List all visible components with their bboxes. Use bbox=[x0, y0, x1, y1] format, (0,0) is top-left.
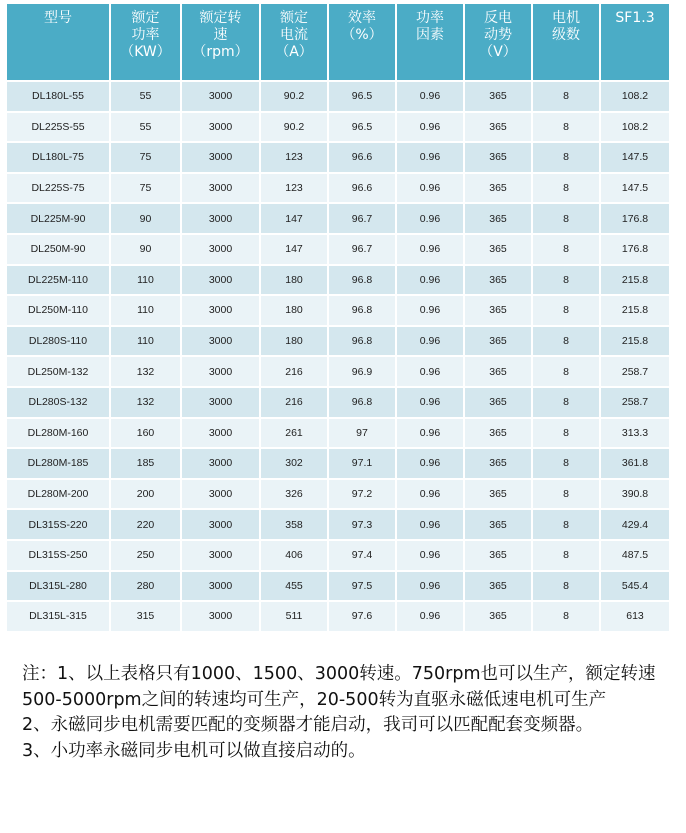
table-cell: 365 bbox=[465, 174, 531, 203]
model-cell: DL225S-75 bbox=[7, 174, 109, 203]
table-cell: 3000 bbox=[182, 327, 259, 356]
table-cell: 180 bbox=[261, 327, 327, 356]
table-cell: 96.8 bbox=[329, 327, 395, 356]
table-cell: 0.96 bbox=[397, 82, 463, 111]
header-line: 动势 bbox=[484, 27, 512, 43]
table-cell: 390.8 bbox=[601, 480, 669, 509]
table-cell: 123 bbox=[261, 174, 327, 203]
header-line: 额定 bbox=[131, 10, 160, 26]
table-cell: 3000 bbox=[182, 388, 259, 417]
table-cell: 487.5 bbox=[601, 541, 669, 570]
table-row bbox=[7, 480, 669, 509]
table-row bbox=[7, 449, 669, 478]
table-cell: 55 bbox=[111, 113, 180, 142]
table-cell: 110 bbox=[111, 327, 180, 356]
table-cell: 0.96 bbox=[397, 266, 463, 295]
model-cell: DL225S-55 bbox=[7, 113, 109, 142]
header-line: 级数 bbox=[552, 27, 580, 43]
table-cell: 0.96 bbox=[397, 572, 463, 601]
table-cell: 315 bbox=[111, 602, 180, 631]
table-cell: 75 bbox=[111, 143, 180, 172]
table-cell: 365 bbox=[465, 541, 531, 570]
table-cell: 3000 bbox=[182, 204, 259, 233]
table-cell: 8 bbox=[533, 174, 599, 203]
header-power-factor bbox=[397, 4, 463, 80]
table-cell: 147.5 bbox=[601, 174, 669, 203]
table-cell: 0.96 bbox=[397, 449, 463, 478]
notes-section bbox=[22, 662, 672, 764]
table-cell: 3000 bbox=[182, 541, 259, 570]
table-cell: 96.8 bbox=[329, 296, 395, 325]
table-cell: 8 bbox=[533, 82, 599, 111]
header-line: 型号 bbox=[44, 10, 72, 26]
table-cell: 3000 bbox=[182, 449, 259, 478]
table-cell: 0.96 bbox=[397, 327, 463, 356]
model-cell: DL280S-110 bbox=[7, 327, 109, 356]
table-cell: 613 bbox=[601, 602, 669, 631]
table-cell: 258.7 bbox=[601, 357, 669, 386]
table-cell: 55 bbox=[111, 82, 180, 111]
table-cell: 216 bbox=[261, 388, 327, 417]
note-2: 2、永磁同步电机需要匹配的变频器才能启动，我司可以匹配配套变频器。 bbox=[22, 715, 594, 735]
table-cell: 97.6 bbox=[329, 602, 395, 631]
table-cell: 185 bbox=[111, 449, 180, 478]
table-cell: 365 bbox=[465, 510, 531, 539]
table-row bbox=[7, 357, 669, 386]
header-line: （A） bbox=[275, 44, 313, 60]
table-row bbox=[7, 296, 669, 325]
header-model bbox=[7, 4, 109, 80]
table-row bbox=[7, 113, 669, 142]
table-cell: 0.96 bbox=[397, 357, 463, 386]
table-cell: 0.96 bbox=[397, 235, 463, 264]
table-cell: 108.2 bbox=[601, 82, 669, 111]
table-cell: 96.7 bbox=[329, 204, 395, 233]
table-cell: 365 bbox=[465, 296, 531, 325]
table-row bbox=[7, 143, 669, 172]
header-line: （V） bbox=[479, 44, 517, 60]
header-line: 电机 bbox=[552, 10, 580, 26]
table-cell: 3000 bbox=[182, 572, 259, 601]
note-1: 注：1、以上表格只有1000、1500、3000转速。750rpm也可以生产，额定转速500-5000rpm之间的转速均可生产，20-500转为直驱永磁低速电机可生产 bbox=[22, 664, 656, 710]
header-line: 电流 bbox=[280, 27, 308, 43]
table-cell: 8 bbox=[533, 296, 599, 325]
table-cell: 365 bbox=[465, 388, 531, 417]
table-cell: 326 bbox=[261, 480, 327, 509]
model-cell: DL280M-185 bbox=[7, 449, 109, 478]
table-cell: 0.96 bbox=[397, 541, 463, 570]
table-cell: 8 bbox=[533, 143, 599, 172]
table-cell: 147 bbox=[261, 235, 327, 264]
table-cell: 216 bbox=[261, 357, 327, 386]
table-row bbox=[7, 327, 669, 356]
table-cell: 96.9 bbox=[329, 357, 395, 386]
model-cell: DL315L-280 bbox=[7, 572, 109, 601]
table-cell: 97 bbox=[329, 419, 395, 448]
header-line: （%） bbox=[341, 27, 383, 43]
model-cell: DL280S-132 bbox=[7, 388, 109, 417]
table-cell: 511 bbox=[261, 602, 327, 631]
table-cell: 8 bbox=[533, 235, 599, 264]
table-header-row bbox=[7, 4, 669, 80]
table-cell: 215.8 bbox=[601, 296, 669, 325]
table-cell: 8 bbox=[533, 204, 599, 233]
table-cell: 8 bbox=[533, 357, 599, 386]
table-cell: 160 bbox=[111, 419, 180, 448]
table-cell: 97.4 bbox=[329, 541, 395, 570]
header-rated-current bbox=[261, 4, 327, 80]
table-cell: 97.1 bbox=[329, 449, 395, 478]
table-cell: 3000 bbox=[182, 357, 259, 386]
table-cell: 215.8 bbox=[601, 327, 669, 356]
table-cell: 176.8 bbox=[601, 235, 669, 264]
table-cell: 147.5 bbox=[601, 143, 669, 172]
table-cell: 110 bbox=[111, 266, 180, 295]
table-row bbox=[7, 174, 669, 203]
header-line: SF1.3 bbox=[615, 10, 655, 26]
table-cell: 90 bbox=[111, 204, 180, 233]
model-cell: DL315S-250 bbox=[7, 541, 109, 570]
table-cell: 0.96 bbox=[397, 602, 463, 631]
header-pole-count bbox=[533, 4, 599, 80]
table-cell: 8 bbox=[533, 113, 599, 142]
table-cell: 8 bbox=[533, 541, 599, 570]
table-cell: 97.5 bbox=[329, 572, 395, 601]
table-cell: 8 bbox=[533, 480, 599, 509]
table-cell: 3000 bbox=[182, 235, 259, 264]
table-cell: 96.5 bbox=[329, 82, 395, 111]
table-row bbox=[7, 572, 669, 601]
table-row bbox=[7, 204, 669, 233]
header-line: 额定转 bbox=[199, 10, 242, 26]
table-cell: 358 bbox=[261, 510, 327, 539]
table-cell: 96.5 bbox=[329, 113, 395, 142]
table-cell: 132 bbox=[111, 357, 180, 386]
table-cell: 75 bbox=[111, 174, 180, 203]
table-cell: 0.96 bbox=[397, 296, 463, 325]
table-cell: 429.4 bbox=[601, 510, 669, 539]
table-cell: 123 bbox=[261, 143, 327, 172]
table-cell: 545.4 bbox=[601, 572, 669, 601]
model-cell: DL225M-110 bbox=[7, 266, 109, 295]
table-cell: 258.7 bbox=[601, 388, 669, 417]
table-row bbox=[7, 541, 669, 570]
table-cell: 8 bbox=[533, 572, 599, 601]
table-cell: 147 bbox=[261, 204, 327, 233]
table-cell: 313.3 bbox=[601, 419, 669, 448]
header-efficiency bbox=[329, 4, 395, 80]
table-cell: 3000 bbox=[182, 82, 259, 111]
table-row bbox=[7, 602, 669, 631]
table-cell: 406 bbox=[261, 541, 327, 570]
table-cell: 3000 bbox=[182, 266, 259, 295]
table-cell: 0.96 bbox=[397, 419, 463, 448]
table-cell: 8 bbox=[533, 510, 599, 539]
table-cell: 365 bbox=[465, 602, 531, 631]
table-row bbox=[7, 266, 669, 295]
header-line: 因素 bbox=[416, 27, 444, 43]
model-cell: DL180L-55 bbox=[7, 82, 109, 111]
table-row bbox=[7, 419, 669, 448]
table-cell: 365 bbox=[465, 572, 531, 601]
table-cell: 0.96 bbox=[397, 143, 463, 172]
table-cell: 3000 bbox=[182, 480, 259, 509]
model-cell: DL280M-200 bbox=[7, 480, 109, 509]
model-cell: DL250M-132 bbox=[7, 357, 109, 386]
header-line: 功率 bbox=[416, 10, 444, 26]
table-cell: 132 bbox=[111, 388, 180, 417]
table-cell: 250 bbox=[111, 541, 180, 570]
table-cell: 96.6 bbox=[329, 174, 395, 203]
table-cell: 280 bbox=[111, 572, 180, 601]
table-cell: 365 bbox=[465, 449, 531, 478]
table-cell: 365 bbox=[465, 235, 531, 264]
table-cell: 365 bbox=[465, 82, 531, 111]
header-line: 功率 bbox=[131, 27, 160, 43]
model-cell: DL250M-110 bbox=[7, 296, 109, 325]
table-cell: 365 bbox=[465, 266, 531, 295]
table-cell: 3000 bbox=[182, 174, 259, 203]
table-cell: 96.7 bbox=[329, 235, 395, 264]
header-line: 反电 bbox=[484, 10, 512, 26]
model-cell: DL225M-90 bbox=[7, 204, 109, 233]
table-cell: 0.96 bbox=[397, 388, 463, 417]
table-cell: 365 bbox=[465, 113, 531, 142]
model-cell: DL250M-90 bbox=[7, 235, 109, 264]
header-back-emf bbox=[465, 4, 531, 80]
table-cell: 90.2 bbox=[261, 82, 327, 111]
table-cell: 96.6 bbox=[329, 143, 395, 172]
table-cell: 0.96 bbox=[397, 174, 463, 203]
table-cell: 8 bbox=[533, 602, 599, 631]
table-cell: 176.8 bbox=[601, 204, 669, 233]
table-cell: 365 bbox=[465, 143, 531, 172]
model-cell: DL180L-75 bbox=[7, 143, 109, 172]
table-cell: 8 bbox=[533, 419, 599, 448]
table-cell: 3000 bbox=[182, 419, 259, 448]
model-cell: DL315S-220 bbox=[7, 510, 109, 539]
table-cell: 3000 bbox=[182, 602, 259, 631]
table-cell: 8 bbox=[533, 449, 599, 478]
model-cell: DL315L-315 bbox=[7, 602, 109, 631]
table-cell: 97.3 bbox=[329, 510, 395, 539]
table-cell: 302 bbox=[261, 449, 327, 478]
note-3: 3、小功率永磁同步电机可以做直接启动的。 bbox=[22, 740, 366, 761]
table-cell: 455 bbox=[261, 572, 327, 601]
table-cell: 180 bbox=[261, 296, 327, 325]
table-row bbox=[7, 510, 669, 539]
table-cell: 8 bbox=[533, 327, 599, 356]
table-cell: 0.96 bbox=[397, 480, 463, 509]
table-cell: 3000 bbox=[182, 143, 259, 172]
table-cell: 180 bbox=[261, 266, 327, 295]
header-sf13 bbox=[601, 4, 669, 80]
table-cell: 90.2 bbox=[261, 113, 327, 142]
header-rated-speed bbox=[182, 4, 259, 80]
model-cell: DL280M-160 bbox=[7, 419, 109, 448]
table-cell: 8 bbox=[533, 388, 599, 417]
table-cell: 365 bbox=[465, 419, 531, 448]
table-cell: 365 bbox=[465, 480, 531, 509]
header-line: （rpm） bbox=[192, 44, 249, 60]
table-cell: 0.96 bbox=[397, 113, 463, 142]
table-cell: 96.8 bbox=[329, 388, 395, 417]
table-cell: 96.8 bbox=[329, 266, 395, 295]
table-cell: 3000 bbox=[182, 113, 259, 142]
table-cell: 365 bbox=[465, 327, 531, 356]
table-cell: 215.8 bbox=[601, 266, 669, 295]
header-rated-power bbox=[111, 4, 180, 80]
table-cell: 0.96 bbox=[397, 204, 463, 233]
table-cell: 220 bbox=[111, 510, 180, 539]
header-line: 效率 bbox=[348, 10, 376, 26]
table-cell: 3000 bbox=[182, 510, 259, 539]
table-cell: 0.96 bbox=[397, 510, 463, 539]
header-line: 额定 bbox=[280, 10, 308, 26]
table-cell: 361.8 bbox=[601, 449, 669, 478]
table-cell: 90 bbox=[111, 235, 180, 264]
table-body bbox=[7, 82, 669, 631]
table-cell: 8 bbox=[533, 266, 599, 295]
table-cell: 200 bbox=[111, 480, 180, 509]
table-cell: 108.2 bbox=[601, 113, 669, 142]
table-cell: 110 bbox=[111, 296, 180, 325]
header-line: （KW） bbox=[120, 44, 171, 60]
table-cell: 365 bbox=[465, 357, 531, 386]
table-cell: 3000 bbox=[182, 296, 259, 325]
header-line: 速 bbox=[213, 27, 228, 43]
motor-spec-table bbox=[5, 2, 671, 633]
table-row bbox=[7, 82, 669, 111]
table-cell: 261 bbox=[261, 419, 327, 448]
table-cell: 97.2 bbox=[329, 480, 395, 509]
table-row bbox=[7, 388, 669, 417]
table-cell: 365 bbox=[465, 204, 531, 233]
table-row bbox=[7, 235, 669, 264]
